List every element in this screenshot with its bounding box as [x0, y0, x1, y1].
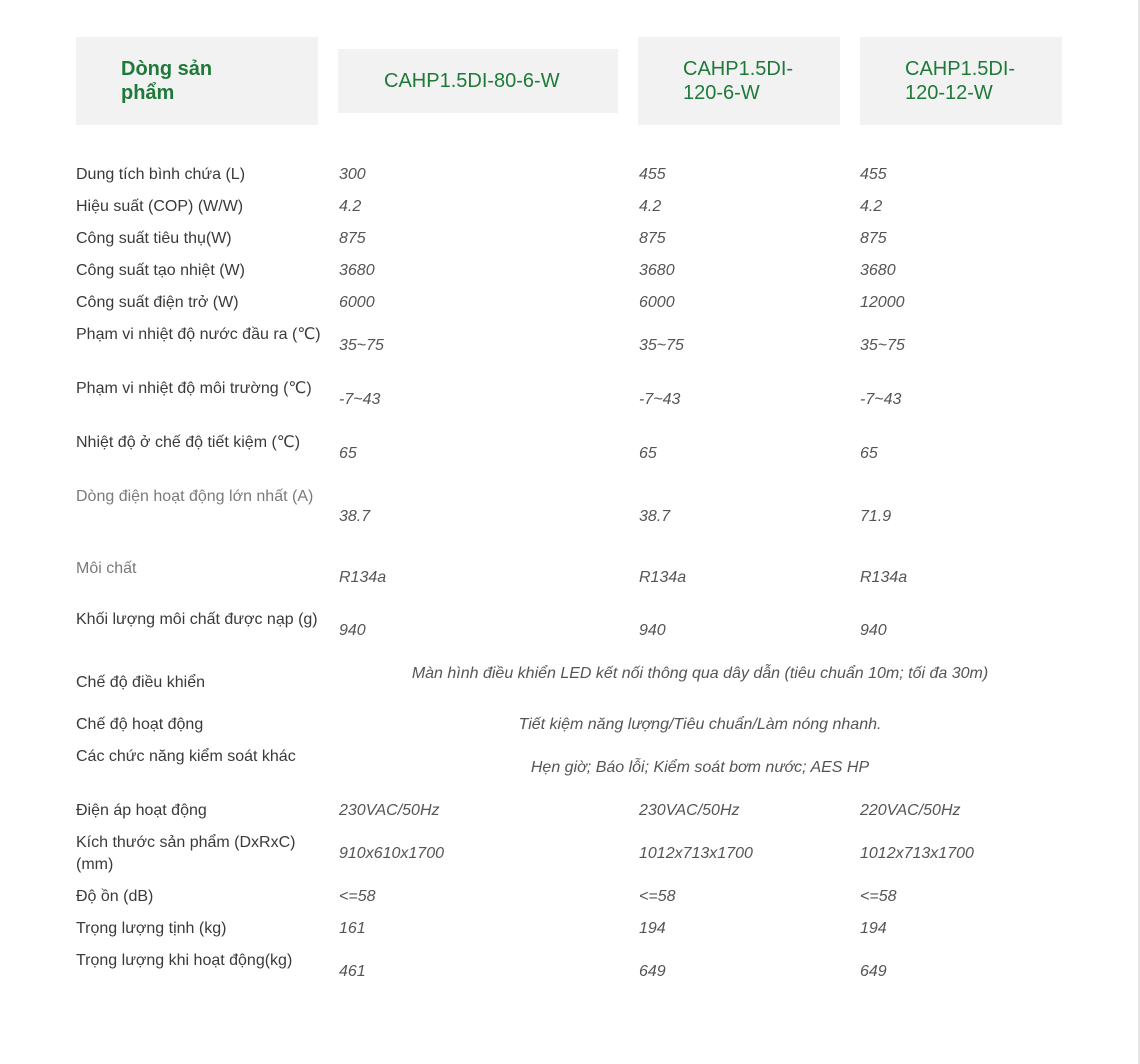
spec-value: 161	[339, 920, 366, 937]
spec-label: Môi chất	[76, 560, 137, 577]
spec-value: 4.2	[339, 198, 362, 215]
spec-value: <=58	[339, 888, 376, 905]
header-model-2-cell	[638, 37, 840, 125]
spec-label: Chế độ hoạt động	[76, 716, 204, 733]
spec-value: R134a	[860, 569, 908, 586]
spec-value: 940	[339, 622, 366, 639]
spec-value: 12000	[860, 294, 905, 311]
spec-label: Công suất tiêu thụ(W)	[76, 230, 232, 247]
spec-value: 65	[860, 445, 878, 462]
spec-label: Kích thước sản phẩm (DxRxC) (mm)	[76, 834, 296, 873]
spec-value: 35~75	[639, 337, 684, 354]
spec-value-spanning: Tiết kiệm năng lượng/Tiêu chuẩn/Làm nóng nhanh.	[518, 716, 882, 733]
spec-value: 6000	[639, 294, 675, 311]
spec-value: 65	[339, 445, 357, 462]
spec-label: Nhiệt độ ở chế độ tiết kiệm (℃)	[76, 434, 301, 451]
spec-value: 194	[639, 920, 666, 937]
spec-value: 38.7	[339, 508, 371, 525]
spec-label: Trọng lượng khi hoạt động(kg)	[76, 952, 293, 969]
spec-label: Công suất điện trở (W)	[76, 294, 239, 311]
header-model-3-cell	[860, 37, 1062, 125]
spec-value: 1012x713x1700	[639, 845, 753, 862]
spec-value: <=58	[860, 888, 897, 905]
header-model-3-label: CAHP1.5DI-120-12-W	[905, 58, 1016, 104]
spec-value: 35~75	[339, 337, 384, 354]
spec-value: 649	[639, 963, 666, 980]
spec-value: 3680	[860, 262, 896, 279]
spec-label: Độ ồn (dB)	[76, 888, 154, 905]
spec-value: 4.2	[639, 198, 662, 215]
spec-label: Hiệu suất (COP) (W/W)	[76, 198, 244, 215]
spec-label: Dung tích bình chứa (L)	[76, 166, 246, 183]
spec-label: Dòng điện hoạt động lớn nhất (A)	[76, 488, 314, 505]
header-product-line-label: Dòng sản phẩm	[121, 58, 213, 104]
spec-value-spanning: Màn hình điều khiển LED kết nối thông qua dây dẫn (tiêu chuẩn 10m; tối đa 30m)	[411, 665, 989, 682]
spec-value: 6000	[339, 294, 375, 311]
spec-value-spanning: Hẹn giờ; Báo lỗi; Kiểm soát bơm nước; AES HP	[530, 759, 870, 776]
spec-label: Chế độ điều khiển	[76, 674, 205, 691]
spec-value: 940	[860, 622, 887, 639]
spec-value: 3680	[639, 262, 675, 279]
spec-value: 875	[339, 230, 366, 247]
spec-label: Trọng lượng tịnh (kg)	[76, 920, 227, 937]
spec-value: R134a	[639, 569, 687, 586]
spec-value: 230VAC/50Hz	[639, 802, 740, 819]
spec-value: 461	[339, 963, 366, 980]
spec-value: 649	[860, 963, 887, 980]
spec-value: 71.9	[860, 508, 892, 525]
header-product-line-cell	[76, 37, 318, 125]
spec-value: <=58	[639, 888, 676, 905]
spec-value: 875	[860, 230, 887, 247]
spec-label: Khối lượng môi chất được nạp (g)	[76, 611, 318, 628]
spec-value: R134a	[339, 569, 387, 586]
spec-value: 38.7	[639, 508, 671, 525]
spec-value: -7~43	[639, 391, 681, 408]
spec-value: 1012x713x1700	[860, 845, 974, 862]
spec-label: Công suất tạo nhiệt (W)	[76, 262, 245, 279]
spec-value: 230VAC/50Hz	[339, 802, 440, 819]
spec-value: -7~43	[860, 391, 902, 408]
spec-value: -7~43	[339, 391, 381, 408]
spec-label: Phạm vi nhiệt độ môi trường (℃)	[76, 380, 312, 397]
header-model-2-label: CAHP1.5DI-120-6-W	[683, 58, 794, 104]
spec-value: 300	[339, 166, 366, 183]
spec-value: 35~75	[860, 337, 905, 354]
spec-label: Các chức năng kiểm soát khác	[76, 748, 296, 765]
header-model-1-cell	[338, 49, 618, 113]
header-model-1-label: CAHP1.5DI-80-6-W	[384, 70, 560, 92]
spec-value: 3680	[339, 262, 375, 279]
spec-value: 940	[639, 622, 666, 639]
spec-label: Phạm vi nhiệt độ nước đầu ra (℃)	[76, 326, 321, 343]
spec-value: 194	[860, 920, 887, 937]
spec-value: 910x610x1700	[339, 845, 444, 862]
spec-value: 455	[860, 166, 887, 183]
spec-value: 875	[639, 230, 666, 247]
spec-value: 455	[639, 166, 666, 183]
spec-label: Điện áp hoạt động	[76, 802, 207, 819]
spec-value: 4.2	[860, 198, 883, 215]
spec-value: 65	[639, 445, 657, 462]
spec-value: 220VAC/50Hz	[860, 802, 961, 819]
